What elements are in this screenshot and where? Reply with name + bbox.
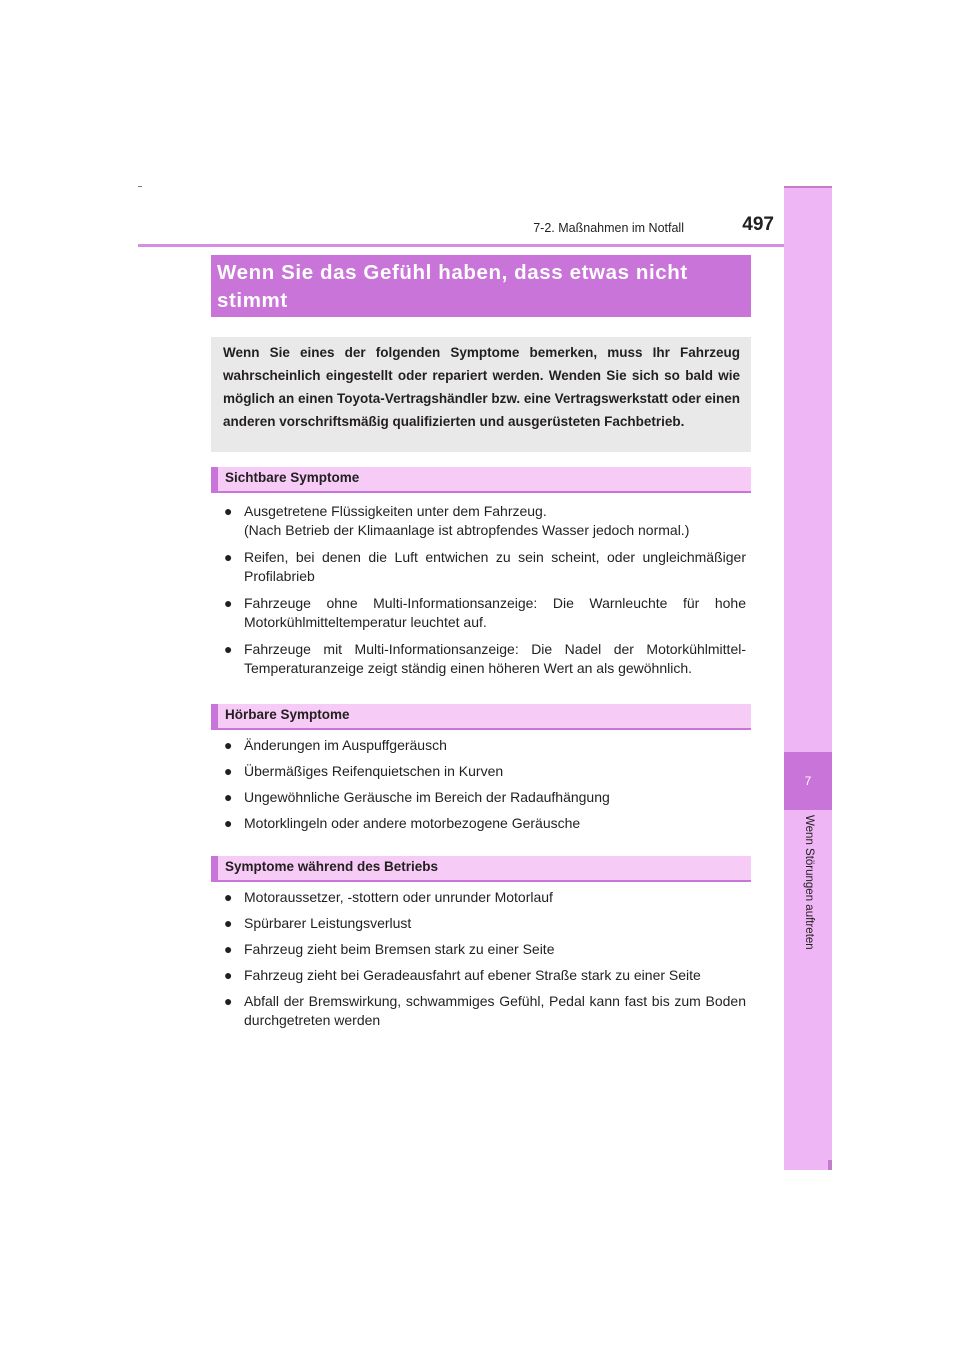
list-item: ● Übermäßiges Reifenquietschen in Kurven <box>224 763 504 779</box>
section-header-operation <box>211 856 751 882</box>
chapter-title: Wenn Störungen auftreten <box>803 815 815 950</box>
header-section-title: 7-2. Maßnahmen im Notfall <box>533 221 684 235</box>
corner-mark <box>138 186 142 187</box>
bullet-icon: ● <box>224 737 233 753</box>
section-header-audible <box>211 704 751 730</box>
list-item: ● Ungewöhnliche Geräusche im Bereich der Radaufhängung <box>224 789 610 805</box>
bullet-icon: ● <box>224 549 233 565</box>
list-item: ● Änderungen im Auspuffgeräusch <box>224 737 447 753</box>
header-rule <box>138 244 832 247</box>
intro-text: Wenn Sie eines der folgenden Symptome bemerken, muss Ihr Fahrzeug wahrscheinlich eingestellt oder repariert werden. Wenden Sie sich so bald wie möglich an einen Toyota-Vertragshändler bzw. eine Vertragswerkstatt oder einen anderen vorschriftsmäßig qualifizierten und ausgerüsteten Fachbetrieb. <box>223 345 740 429</box>
list-item: ● Fahrzeug zieht bei Geradeausfahrt auf ebener Straße stark zu einer Seite <box>224 967 701 983</box>
bullet-icon: ● <box>224 641 233 657</box>
bullet-icon: ● <box>224 941 233 957</box>
list-item-note: (Nach Betrieb der Klimaanlage ist abtropfendes Wasser jedoch normal.) <box>244 522 690 538</box>
bullet-icon: ● <box>224 915 233 931</box>
operation-symptoms-list <box>224 888 746 1030</box>
page-title-box <box>211 255 751 317</box>
bullet-icon: ● <box>224 889 233 905</box>
bullet-icon: ● <box>224 789 233 805</box>
bullet-icon: ● <box>224 815 233 831</box>
list-item: ● Fahrzeug zieht beim Bremsen stark zu einer Seite <box>224 941 555 957</box>
chapter-side-tab <box>784 186 832 1170</box>
list-item: ● Motoraussetzer, -stottern oder unrunder Motorlauf <box>224 889 553 905</box>
bullet-icon: ● <box>224 503 233 519</box>
side-tab-bottom-edge <box>828 1160 832 1170</box>
intro-box <box>211 337 751 452</box>
section-title: Hörbare Symptome <box>225 707 350 722</box>
list-item: ● Reifen, bei denen die Luft entwichen zu sein scheint, oder ungleichmäßiger Profilabrieb <box>224 549 746 584</box>
list-item: ● Ausgetretene Flüssigkeiten unter dem Fahrzeug. (Nach Betrieb der Klimaanlage ist abtropfendes Wasser jedoch normal.) <box>224 502 746 540</box>
page-title-line1: Wenn Sie das Gefühl haben, dass etwas nicht <box>217 261 688 284</box>
section-title: Symptome während des Betriebs <box>225 859 439 874</box>
list-item: ● Fahrzeuge mit Multi-Informationsanzeige: Die Nadel der Motorkühlmittel-Temperaturanzeige zeigt ständig einen höheren Wert an als gewöhnlich. <box>224 641 746 676</box>
bullet-icon: ● <box>224 763 233 779</box>
list-item: ● Abfall der Bremswirkung, schwammiges Gefühl, Pedal kann fast bis zum Boden durchgetreten werden <box>224 993 746 1028</box>
audible-symptoms-list <box>224 736 746 833</box>
page-title <box>217 259 745 315</box>
side-tab-top-edge <box>784 186 832 188</box>
visible-symptoms-list <box>224 502 746 678</box>
page-title-line2: stimmt <box>217 289 288 312</box>
bullet-icon: ● <box>224 595 233 611</box>
list-item: ● Fahrzeuge ohne Multi-Informationsanzeige: Die Warnleuchte für hohe Motorkühlmitteltemperatur leuchtet auf. <box>224 595 746 630</box>
bullet-icon: ● <box>224 993 233 1009</box>
chapter-number: 7 <box>784 752 832 810</box>
section-title: Sichtbare Symptome <box>225 470 360 485</box>
bullet-icon: ● <box>224 967 233 983</box>
section-header-visible <box>211 467 751 493</box>
list-item: ● Spürbarer Leistungsverlust <box>224 915 412 931</box>
page-number: 497 <box>742 214 774 235</box>
list-item: ● Motorklingeln oder andere motorbezogene Geräusche <box>224 815 581 831</box>
